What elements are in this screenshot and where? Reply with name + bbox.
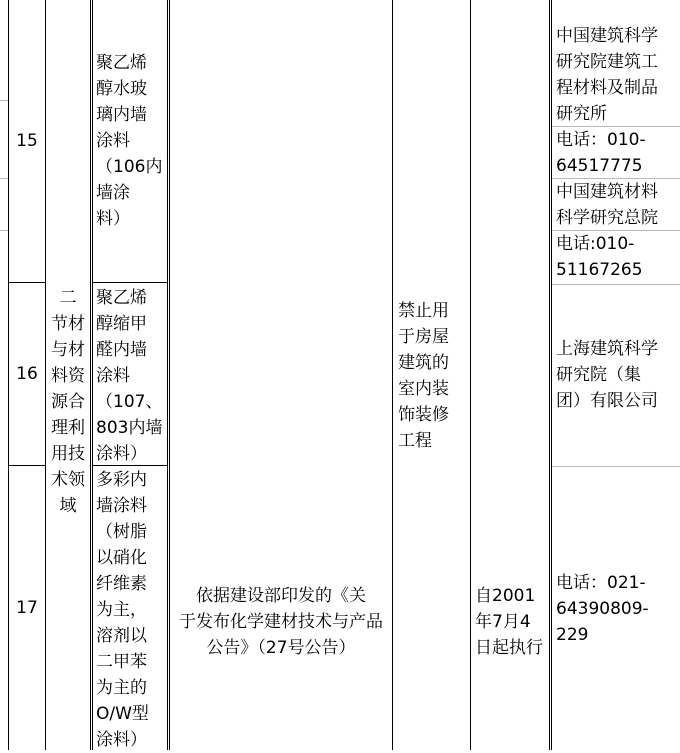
effective-date: 自2001 年7月4 日起执行 (475, 586, 543, 658)
outer-gridline (0, 230, 8, 231)
contact-phone-3: 电话：021- 64390809- 229 (556, 573, 649, 645)
contact-org-2: 中国建筑材料 科学研究总院 (556, 182, 658, 228)
row-number: 17 (16, 598, 38, 618)
contact-org-1: 中国建筑科学 研究院建筑工 程材料及制品 研究所 (556, 26, 658, 124)
row-number-16 (9, 283, 45, 465)
outer-gridline (0, 100, 8, 101)
contact-divider (552, 466, 680, 467)
technology-field: 二 节材 与材 料资 源合 理利 用技 术领 域 (51, 288, 85, 516)
outer-gridline (0, 178, 8, 179)
row-number: 16 (16, 364, 38, 384)
contact-phone-2: 电话:010- 51167265 (556, 234, 643, 280)
restriction-scope: 禁止用 于房屋 建筑的 室内装 饰装修 工程 (398, 301, 449, 451)
product-name-15: 聚乙烯 醇水玻 璃内墙 涂料 （106内 墙涂 料） (96, 53, 163, 229)
product-name-17: 多彩内 墙涂料 （树脂 以硝化 纤维素 为主， 溶剂以 二甲苯 为主的 O/W型 涂料） (96, 470, 149, 750)
product-name-16: 聚乙烯 醇缩甲 醛内墙 涂料 （107、 803内墙 涂料） (96, 288, 163, 464)
contact-divider (552, 284, 680, 285)
regulatory-basis: 依据建设部印发的《关 于发布化学建材技术与产品 公告》（27号公告） (179, 586, 383, 658)
row-number-17 (9, 466, 45, 750)
contact-phone-1: 电话：010- 64517775 (556, 130, 646, 176)
row-number-15 (9, 0, 45, 282)
row-number: 15 (16, 131, 38, 151)
contact-org-3: 上海建筑科学 研究院（集 团）有限公司 (556, 339, 658, 411)
